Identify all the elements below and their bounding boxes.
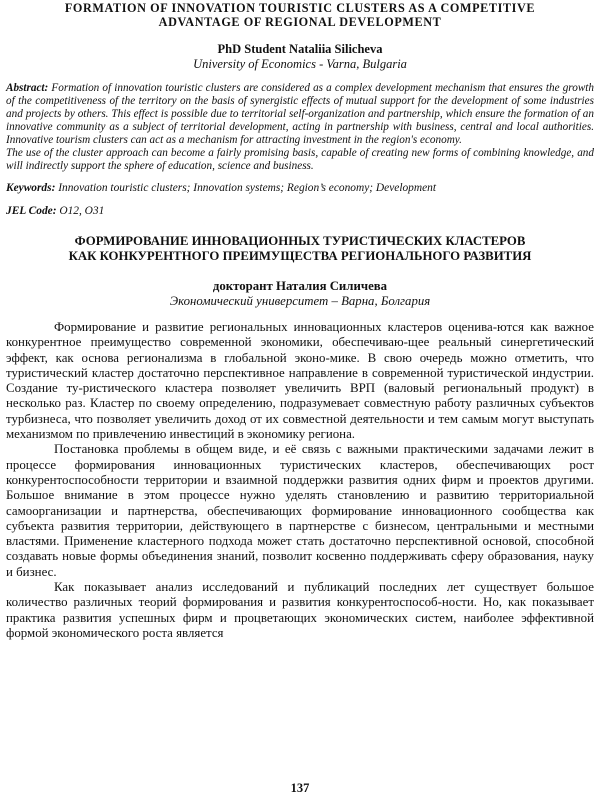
- russian-affiliation: Экономический университет – Варна, Болгария: [169, 294, 431, 308]
- jel-label: JEL Code:: [6, 205, 57, 217]
- abstract-paragraph-2: The use of the cluster approach can become a fairly promising basis, capable of creating new forms of combining knowledge, and will indirectly support the sphere of education, science and business.: [6, 147, 594, 172]
- russian-title-line-1: ФОРМИРОВАНИЕ ИННОВАЦИОННЫХ ТУРИСТИЧЕСКИХ КЛАСТЕРОВ: [74, 234, 526, 248]
- abstract: [6, 82, 594, 173]
- russian-author: докторант Наталия Силичева: [212, 279, 388, 293]
- keywords: [6, 181, 594, 195]
- russian-title-line-2: КАК КОНКУРЕНТНОГО ПРЕИМУЩЕСТВА РЕГИОНАЛЬНОГО РАЗВИТИЯ: [68, 249, 532, 263]
- abstract-text-1: Formation of innovation touristic clusters are considered as a complex development mechanism that ensures the growth of the competitiveness of the territory on the basis of synergistic effects of mutual support for the development of some industries and projects by others. This effect is possible due to territorial self-organization and partnership, which ensure the formation of an innovative community as a subject of territorial development, acting in partnership with business, central and local authorities. Innovative tourism clusters can act as a mechanism for attracting investment in the region's economy.: [6, 82, 594, 146]
- jel-text: O12, O31: [56, 205, 105, 217]
- page-number: 137: [290, 781, 310, 795]
- abstract-paragraph-1: [6, 82, 594, 147]
- body-paragraph-1: Формирование и развитие региональных инновационных кластеров оценива-ются как важное конкурентное преимущество современной экономики, обеспечиваю-щее реальный синергетический эффект, как основа регионализма в глобальной эконо-мике. В свою очередь можно отметить, что туристический кластер достаточно перспективное направление в современной туристической индустрии. Создание ту-ристического кластера позволяет увеличить ВРП (валовый региональный продукт) в несколько раз. Кластер по своему определению, подразумевает совместную работу различных субъектов турбизнеса, что позволяет увеличить доход от их совместной деятельности и тем самым могут выступать механизмом по привлечению инвестиций в экономику региона.: [6, 320, 594, 442]
- keywords-text: Innovation touristic clusters; Innovation systems; Region’s economy; Development: [55, 182, 437, 194]
- russian-title: [6, 234, 594, 264]
- english-title: [6, 1, 594, 29]
- body-paragraph-2: Постановка проблемы в общем виде, и её связь с важными практическими задачами лежит в процессе формирования инновационных туристических кластеров, обеспечивающих рост конкурентоспособности территории и взаимной поддержки развития одних фирм и проектов другими. Большое внимание в этом процессе нужно уделять становлению и развитию территориальной самоорганизации и партнерства, обеспечивающих формирование инновационного сообщества как субъекта развития территории, действующего в партнерстве с бизнесом, центральными и местными властями. Применение кластерного подхода может стать достаточно перспективной основой, способной создавать новые формы объединения знаний, позволит косвенно поддерживать сферу образования, науку и бизнес.: [6, 442, 594, 579]
- english-author: PhD Student Nataliia Silicheva: [217, 42, 383, 56]
- jel-code: [6, 204, 594, 218]
- body-paragraph-3: Как показывает анализ исследований и публикаций последних лет существует большое количество различных теорий формирования и развития конкурентоспособ-ности. Но, как показывает практика развития успешных фирм и процветающих экономических систем, наиболее эффективной формой экономического роста является: [6, 580, 594, 640]
- english-title-line-1: FORMATION OF INNOVATION TOURISTIC CLUSTERS AS A COMPETITIVE: [64, 1, 536, 15]
- english-title-line-2: ADVANTAGE OF REGIONAL DEVELOPMENT: [158, 15, 442, 29]
- abstract-label: Abstract:: [6, 82, 49, 94]
- body-text: [6, 320, 594, 641]
- english-affiliation: University of Economics - Varna, Bulgaria: [193, 57, 407, 71]
- keywords-label: Keywords:: [6, 182, 56, 194]
